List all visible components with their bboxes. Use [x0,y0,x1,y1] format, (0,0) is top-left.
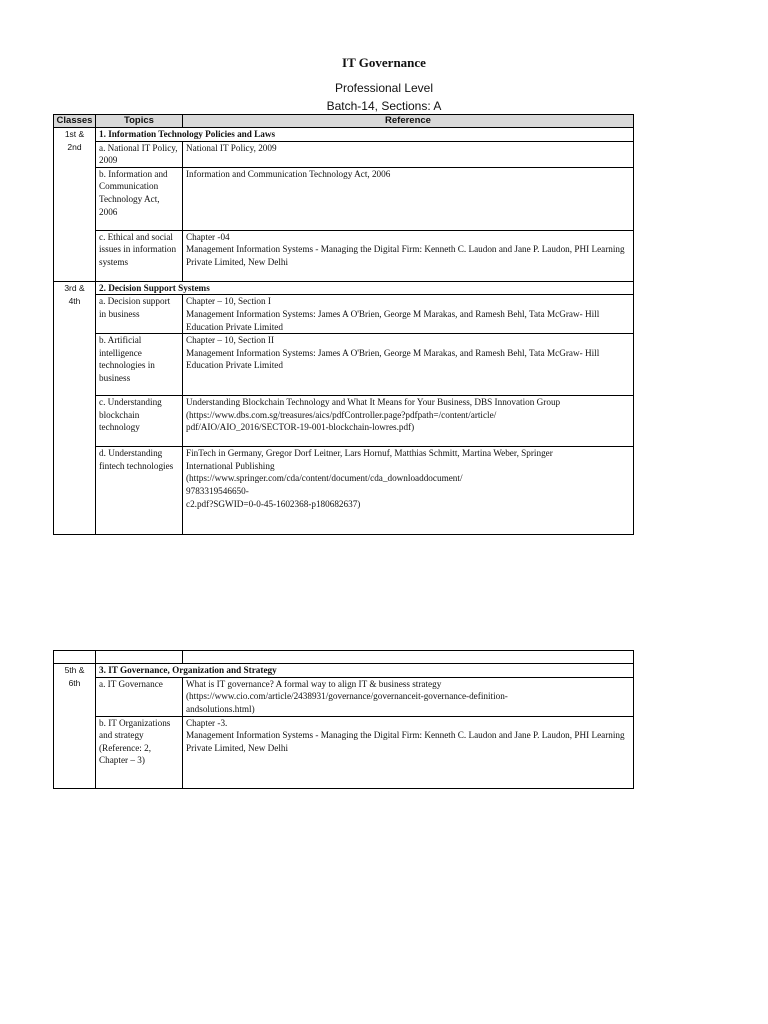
section-row [54,281,634,295]
blank-cell [96,651,183,664]
table-row [54,295,634,334]
reference-cell: Chapter -3. Management Information Systems - Managing the Digital Firm: Kenneth C. Laudon and Jane P. Laudon, PHI Learning Private Limited, New Delhi [183,716,634,788]
topic-cell: a. Decision support in business [96,295,183,334]
classes-cell: 1st & 2nd [54,128,96,282]
header-classes: Classes [54,115,96,128]
reference-cell: Chapter – 10, Section I Management Information Systems: James A O'Brien, George M Marakas, and Ramesh Behl, Tata McGraw- Hill Education Private Limited [183,295,634,334]
table-row [54,334,634,396]
reference-cell: Chapter -04 Management Information Systems - Managing the Digital Firm: Kenneth C. Laudon and Jane P. Laudon, PHI Learning Private Limited, New Delhi [183,230,634,281]
table-row [54,141,634,167]
document-level: Professional Level [334,81,434,95]
section-row [54,128,634,142]
table-row [54,396,634,447]
section-title: 1. Information Technology Policies and Laws [96,128,634,142]
table-row [54,167,634,230]
section-title: 2. Decision Support Systems [96,281,634,295]
topic-cell: a. IT Governance [96,677,183,716]
topic-cell: c. Understanding blockchain technology [96,396,183,447]
blank-row [54,651,634,664]
table-row [54,716,634,788]
header-reference: Reference [183,115,634,128]
document-title: IT Governance [342,55,426,70]
header-row [54,115,634,128]
blank-cell [183,651,634,664]
table-row [54,230,634,281]
reference-cell: What is IT governance? A formal way to align IT & business strategy (https://www.cio.com/article/2438931/governance/governanceit-governance-definition- andsolutions.html) [183,677,634,716]
blank-cell [54,651,96,664]
topic-cell: c. Ethical and social issues in information systems [96,230,183,281]
reference-cell: FinTech in Germany, Gregor Dorf Leitner, Lars Hornuf, Matthias Schmitt, Martina Weber, Springer International Publishing (https://www.springer.com/cda/content/document/cda_downloaddocument/ 9783319546650- c2.pdf?SGWID=0-0-45-1602368-p180682637) [183,447,634,535]
reference-cell: Understanding Blockchain Technology and What It Means for Your Business, DBS Innovation Group (https://www.dbs.com.sg/treasures/aics/pdfController.page?pdfpath=/content/article/ pdf/AIO/AIO_2016/SECTOR-19-001-blockchain-lowres.pdf) [183,396,634,447]
syllabus-table [53,114,634,535]
table-row [54,677,634,716]
table-row [54,447,634,535]
topic-cell: b. IT Organizations and strategy (Reference: 2, Chapter – 3) [96,716,183,788]
section-title: 3. IT Governance, Organization and Strategy [96,664,634,678]
syllabus-table-continued [53,650,634,789]
document-batch: Batch-14, Sections: A [326,99,442,113]
topic-cell: b. Artificial intelligence technologies in business [96,334,183,396]
classes-cell: 3rd & 4th [54,281,96,534]
topic-cell: a. National IT Policy, 2009 [96,141,183,167]
header-topics: Topics [96,115,183,128]
section-row [54,664,634,678]
topic-cell: d. Understanding fintech technologies [96,447,183,535]
reference-cell: Information and Communication Technology Act, 2006 [183,167,634,230]
reference-cell: National IT Policy, 2009 [183,141,634,167]
topic-cell: b. Information and Communication Technology Act, 2006 [96,167,183,230]
reference-cell: Chapter – 10, Section II Management Information Systems: James A O'Brien, George M Marakas, and Ramesh Behl, Tata McGraw- Hill Education Private Limited [183,334,634,396]
classes-cell: 5th & 6th [54,664,96,789]
